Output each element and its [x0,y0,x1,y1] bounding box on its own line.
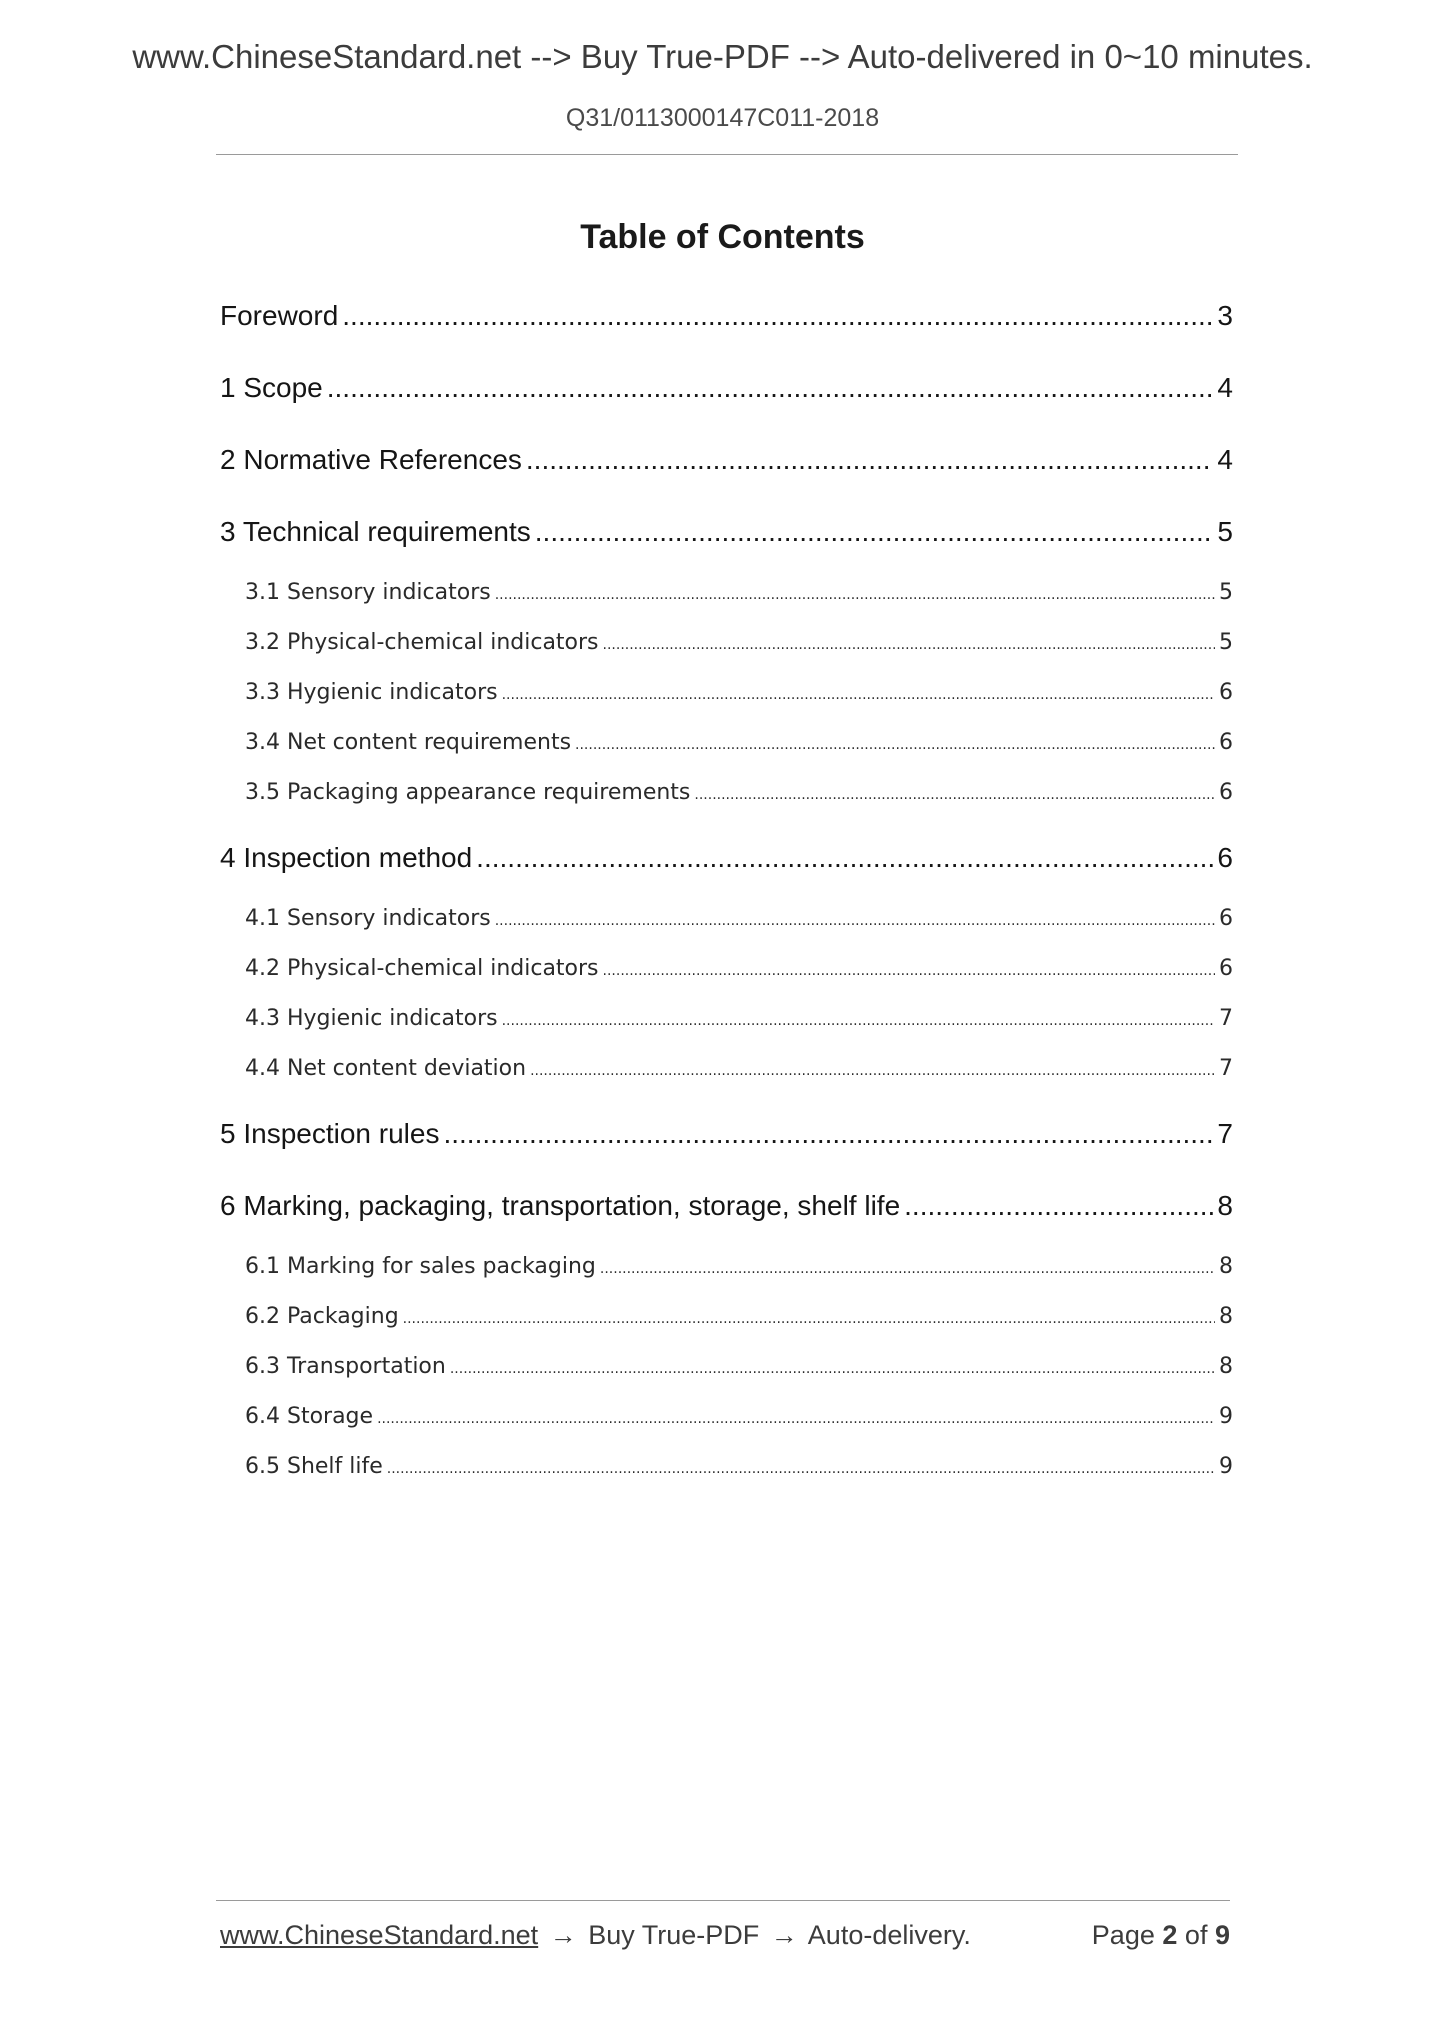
toc-entry-page: 7 [1219,1006,1233,1031]
toc-subsection-entry[interactable] [245,1354,1233,1379]
toc-entry-page: 8 [1219,1254,1233,1279]
toc-dot-leader [600,1261,1215,1277]
toc-entry-page: 8 [1219,1354,1233,1379]
toc-dot-leader [377,1411,1215,1427]
toc-dot-leader [327,372,1214,404]
toc-entry-label: 3.4 Net content requirements [245,730,572,755]
toc-dot-leader [495,913,1215,929]
toc-entry-label: 6.2 Packaging [245,1304,399,1329]
toc-entry-page: 6 [1217,842,1233,873]
toc-dot-leader [476,842,1213,874]
toc-dot-leader [530,1063,1215,1079]
toc-subsection-entry[interactable] [245,630,1233,655]
toc-dot-leader [450,1361,1215,1377]
toc-entry-page: 7 [1217,1118,1233,1149]
toc-entry-label: 3.2 Physical-chemical indicators [245,630,599,655]
toc-section-entry[interactable] [220,1190,1233,1222]
page-total: 9 [1214,1920,1230,1950]
footer-site-link[interactable]: www.ChineseStandard.net [220,1920,539,1950]
toc-entry-label: 3.3 Hygienic indicators [245,680,498,705]
toc-entry-page: 6 [1219,956,1233,981]
toc-dot-leader [904,1190,1213,1222]
toc-entry-label: 1 Scope [220,372,323,403]
toc-dot-leader [342,300,1213,332]
toc-dot-leader [387,1461,1215,1477]
toc-dot-leader [575,737,1215,753]
top-banner: www.ChineseStandard.net --> Buy True-PDF --> Auto-delivered in 0~10 minutes. [132,38,1313,75]
toc-subsection-entry[interactable] [245,1254,1233,1279]
toc-title: Table of Contents [580,218,865,256]
toc-entry-label: 3.5 Packaging appearance requirements [245,780,691,805]
toc-section-entry[interactable] [220,516,1233,548]
footer-delivery-text: Auto-delivery. [807,1920,971,1950]
toc-entry-label: 2 Normative References [220,444,522,475]
toc-entry-page: 6 [1219,680,1233,705]
toc-entry-page: 5 [1217,516,1233,547]
toc-dot-leader [502,1013,1215,1029]
toc-entry-label: 6.1 Marking for sales packaging [245,1254,596,1279]
toc-entry-page: 4 [1217,372,1233,403]
arrow-right-icon: → [770,1920,798,1950]
toc-entry-page: 5 [1219,630,1233,655]
toc-entry-page: 7 [1219,1056,1233,1081]
toc-subsection-entry[interactable] [245,1404,1233,1429]
toc-entry-page: 6 [1219,780,1233,805]
toc-subsection-entry[interactable] [245,1304,1233,1329]
toc-entry-label: 3 Technical requirements [220,516,531,547]
toc-entry-label: 5 Inspection rules [220,1118,440,1149]
toc-entry-page: 4 [1217,444,1233,475]
toc-entry-label: 4.3 Hygienic indicators [245,1006,498,1031]
toc-dot-leader [603,963,1215,979]
toc-entry-page: 6 [1219,906,1233,931]
page-indicator [1092,1920,1230,1951]
toc-subsection-entry[interactable] [245,1056,1233,1081]
footer-buy-text: Buy True-PDF [588,1920,760,1950]
toc-dot-leader [694,787,1215,803]
toc-subsection-entry[interactable] [245,1454,1233,1479]
page-word: Page [1091,1920,1155,1950]
toc-section-entry[interactable] [220,372,1233,404]
toc-section-entry[interactable] [220,842,1233,874]
toc-dot-leader [502,687,1215,703]
toc-entry-page: 3 [1217,300,1233,331]
toc-subsection-entry[interactable] [245,906,1233,931]
toc-entry-label: 4.2 Physical-chemical indicators [245,956,599,981]
toc-dot-leader [495,587,1215,603]
toc-entry-page: 8 [1217,1190,1233,1221]
toc-entry-label: 4.4 Net content deviation [245,1056,527,1081]
toc-entry-page: 8 [1219,1304,1233,1329]
toc-entry-label: 3.1 Sensory indicators [245,580,491,605]
toc-entry-page: 6 [1219,730,1233,755]
of-word: of [1184,1920,1208,1950]
toc-subsection-entry[interactable] [245,780,1233,805]
toc-entry-label: 6.4 Storage [245,1404,374,1429]
toc-dot-leader [535,516,1214,548]
toc-subsection-entry[interactable] [245,730,1233,755]
toc-subsection-entry[interactable] [245,680,1233,705]
toc-entry-label: Foreword [220,300,339,331]
footer-divider [216,1900,1230,1901]
toc-section-entry[interactable] [220,1118,1233,1150]
toc-entry-page: 9 [1219,1404,1233,1429]
toc-subsection-entry[interactable] [245,1006,1233,1031]
toc-entry-page: 9 [1219,1454,1233,1479]
toc-entry-label: 6.5 Shelf life [245,1454,383,1479]
document-code: Q31/0113000147C011-2018 [565,104,880,132]
toc-entry-label: 4 Inspection method [220,842,473,873]
toc-dot-leader [443,1118,1213,1150]
arrow-right-icon: → [549,1920,577,1950]
footer [220,1920,1230,1951]
toc-dot-leader [526,444,1214,476]
page-current: 2 [1162,1920,1178,1950]
toc-entry-label: 6.3 Transportation [245,1354,446,1379]
toc-section-entry[interactable] [220,300,1233,332]
toc-section-entry[interactable] [220,444,1233,476]
toc-entry-label: 6 Marking, packaging, transportation, storage, shelf life [220,1190,901,1221]
toc-entry-label: 4.1 Sensory indicators [245,906,491,931]
toc-dot-leader [403,1311,1215,1327]
toc-subsection-entry[interactable] [245,956,1233,981]
toc-subsection-entry[interactable] [245,580,1233,605]
toc-dot-leader [603,637,1215,653]
toc-entry-page: 5 [1219,580,1233,605]
